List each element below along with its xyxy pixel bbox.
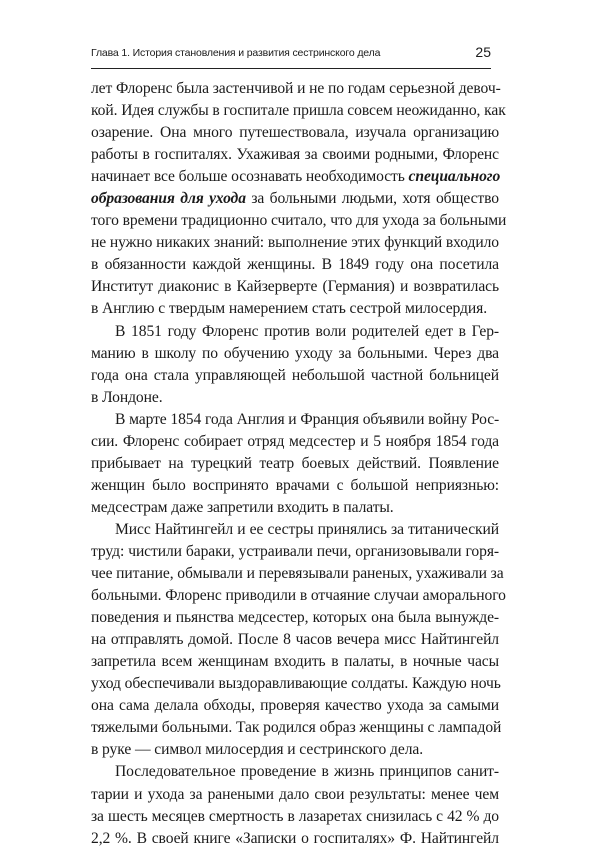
text-line: 2,2 %. В своей книге «Записки о госпиталях» Ф. Найтингейл bbox=[91, 829, 499, 847]
text-line: В 1851 году Флоренс против воли родителей едет в Гер- bbox=[115, 322, 499, 340]
text-line: лет Флоренс была застенчивой и не по годам серьезной девоч- bbox=[91, 80, 501, 97]
text-line: манию в школу по обучению уходу за больными. Через два bbox=[91, 344, 499, 362]
text-line bbox=[91, 166, 499, 188]
text-line: в Англию с твердым намерением стать сестрой милосердия. bbox=[91, 300, 488, 318]
text-line: труд: чистили бараки, устраивали печи, организовывали горя- bbox=[91, 542, 499, 560]
text-line: сии. Флоренс собирает отряд медсестер и 5 ноября 1854 года bbox=[91, 432, 499, 450]
text-line: года она стала управляющей небольшой частной больницей bbox=[91, 366, 499, 384]
text-line: не нужно никаких знаний: выполнение этих функций входило bbox=[91, 234, 499, 252]
text-line: Мисс Найтингейл и ее сестры принялись за титанический bbox=[115, 520, 499, 538]
text-run: за больными людьми, хотя общество bbox=[245, 190, 499, 208]
text-line: запретила всем женщинам входить в палаты, в ночные часы bbox=[91, 653, 499, 671]
text-line: женщин было воспринято врачами с большой неприязнью: bbox=[91, 476, 499, 494]
text-line: уход обеспечивали выздоравливающие солдаты. Каждую ночь bbox=[91, 675, 501, 693]
text-line bbox=[91, 188, 499, 210]
text-line: тарии и ухода за ранеными дало свои результаты: менее чем bbox=[91, 785, 499, 803]
page-number: 25 bbox=[475, 44, 491, 60]
text-line: работы в госпиталях. Ухаживая за своими родными, Флоренс bbox=[91, 146, 499, 164]
text-line: на отправлять домой. После 8 часов вечера мисс Найтингейл bbox=[91, 631, 499, 649]
body-text bbox=[91, 78, 507, 850]
text-line: медсестрам даже запретили входить в палаты. bbox=[91, 498, 394, 516]
text-line: Институт диаконис в Кайзерверте (Германия) и возвратилась bbox=[91, 278, 499, 296]
text-line: Последовательное проведение в жизнь принципов санит- bbox=[115, 763, 499, 781]
text-line: чее питание, обмывали и перевязывали раненых, ухаживали за bbox=[91, 565, 504, 583]
text-line: того времени традиционно считало, что для ухода за больными bbox=[91, 212, 507, 230]
text-line: больными. Флоренс приводили в отчаяние случаи аморального bbox=[91, 587, 506, 605]
text-run: начинает все больше осознавать необходимость bbox=[91, 168, 409, 186]
text-line: кой. Идея службы в госпитале пришла совсем неожиданно, как bbox=[91, 102, 506, 120]
text-line: В марте 1854 года Англия и Франция объявили войну Рос- bbox=[115, 410, 500, 428]
emphasized-term: специального bbox=[408, 168, 501, 186]
text-line: озарение. Она много путешествовала, изучала организацию bbox=[91, 124, 499, 142]
text-line: в Лондоне. bbox=[91, 388, 163, 406]
text-line: прибывает на турецкий театр боевых действий. Появление bbox=[91, 454, 499, 472]
header-rule bbox=[91, 68, 491, 69]
text-line: она сама делала обходы, проверяя качество ухода за самыми bbox=[91, 697, 499, 715]
running-header bbox=[91, 44, 491, 66]
text-line: в обязанности каждой женщины. В 1849 году она посетила bbox=[91, 256, 499, 274]
chapter-running-title: Глава 1. История становления и развития сестринского дела bbox=[91, 47, 381, 59]
text-line: за шесть месяцев смертность в лазаретах снизилась с 42 % до bbox=[91, 807, 499, 825]
text-line: тяжелыми больными. Так родился образ женщины с лампадой bbox=[91, 719, 502, 737]
text-line: в руке — символ милосердия и сестринского дела. bbox=[91, 741, 424, 759]
text-line: поведения и пьянства медсестер, которых она была вынужде- bbox=[91, 609, 499, 627]
emphasized-term: образования для ухода bbox=[91, 190, 246, 208]
